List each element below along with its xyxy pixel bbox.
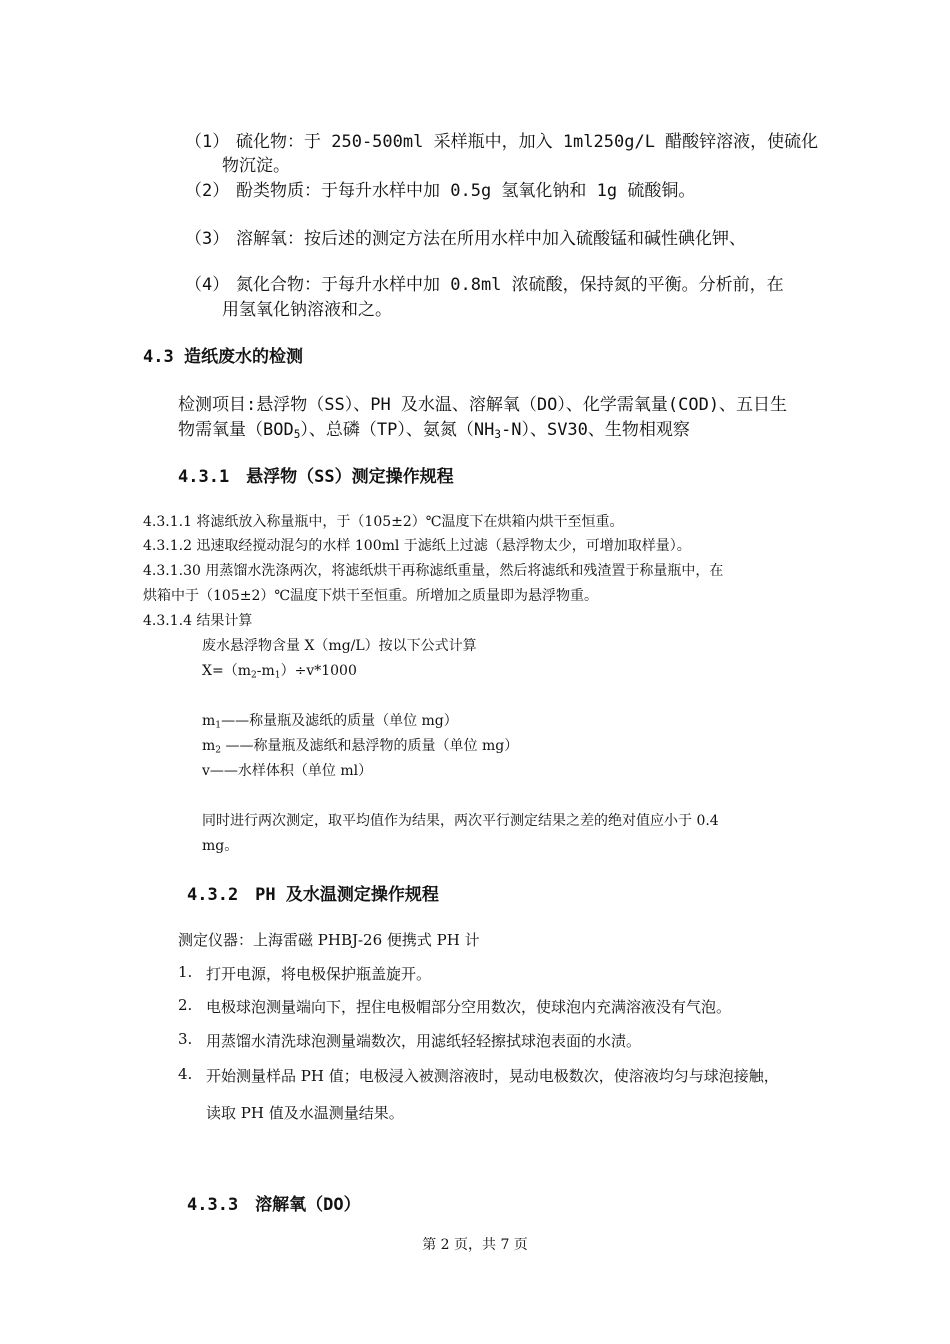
- list-text: 打开电源，将电极保护瓶盖旋开。: [206, 965, 432, 983]
- paragraph: 物需氧量$(BOD_5)$、总磷（TP）、氨氮$(NH_3-N)$、SV30、生物相观察: [178, 420, 690, 441]
- list-text: 读取 PH 值及水温测量结果。: [206, 1104, 404, 1122]
- subsection-heading: 4.3.1 悬浮物（SS）测定操作规程: [178, 467, 454, 487]
- paragraph: 检测项目:悬浮物（SS）、PH 及水温、溶解氧（DO）、化学需氧量(COD)、五日生: [178, 395, 788, 415]
- subsection-heading: 4.3.3 溶解氧（DO）: [187, 1195, 361, 1215]
- list-text: 酚类物质：于每升水样中加 0.5g 氢氧化钠和 1g 硫酸铜。: [236, 181, 696, 201]
- definition: $m_1——$称量瓶及滤纸的质量（单位 mg）: [202, 713, 458, 731]
- list-number: （1）: [185, 132, 230, 152]
- instrument-text: 测定仪器：上海雷磁 PHBJ-26 便携式 PH 计: [178, 931, 480, 949]
- note: mg。: [202, 838, 239, 854]
- formula: $X=(m_2-m_1)\div v*1000$: [202, 663, 357, 681]
- definition: $m_2$ ——称量瓶及滤纸和悬浮物的质量（单位 mg）: [202, 738, 519, 756]
- definition: v——水样体积（单位 ml）: [202, 763, 373, 779]
- list-text: 物沉淀。: [222, 156, 290, 176]
- list-text: 氮化合物：于每升水样中加 0.8ml 浓硫酸，保持氮的平衡。分析前，在: [236, 275, 784, 295]
- list-text: 溶解氧：按后述的测定方法在所用水样中加入硫酸锰和碱性碘化钾、: [236, 229, 746, 249]
- subsection-heading: 4.3.2 PH 及水温测定操作规程: [187, 885, 439, 905]
- list-number: （2）: [185, 181, 230, 201]
- list-text: 开始测量样品 PH 值；电极浸入被测溶液时，晃动电极数次，使溶液均匀与球泡接触，: [206, 1067, 779, 1085]
- note: 同时进行两次测定，取平均值作为结果，两次平行测定结果之差的绝对值应小于 0.4: [202, 813, 719, 829]
- list-number: （3）: [185, 229, 230, 249]
- step-text: 烘箱中于（105±2）℃温度下烘干至恒重。所增加之质量即为悬浮物重。: [143, 588, 599, 604]
- list-text: 电极球泡测量端向下，捏住电极帽部分空用数次，使球泡内充满溶液没有气泡。: [206, 998, 732, 1016]
- step-text: 4.3.1.1 将滤纸放入称量瓶中，于（105±2）℃温度下在烘箱内烘干至恒重。: [143, 514, 624, 530]
- list-number: 2.: [178, 996, 193, 1014]
- page-number: 第 2 页，共 7 页: [422, 1237, 528, 1253]
- step-text: 4.3.1.2 迅速取经搅动混匀的水样 100ml 于滤纸上过滤（悬浮物太少，可增加取样量）。: [143, 538, 691, 554]
- step-text: 4.3.1.30 用蒸馏水洗涤两次，将滤纸烘干再称滤纸重量，然后将滤纸和残渣置于称量瓶中，在: [143, 563, 724, 579]
- formula-intro: 废水悬浮物含量 X（mg/L）按以下公式计算: [202, 638, 477, 654]
- step-text: 4.3.1.4 结果计算: [143, 613, 253, 629]
- list-text: 硫化物：于 250-500ml 采样瓶中，加入 1ml250g/L 醋酸锌溶液，使硫化: [236, 132, 819, 152]
- list-number: 3.: [178, 1030, 193, 1048]
- list-text: 用蒸馏水清洗球泡测量端数次，用滤纸轻轻擦拭球泡表面的水渍。: [206, 1032, 642, 1050]
- section-heading: 4.3 造纸废水的检测: [143, 347, 303, 367]
- list-number: （4）: [185, 275, 230, 295]
- list-text: 用氢氧化钠溶液和之。: [222, 300, 392, 320]
- list-number: 4.: [178, 1065, 193, 1083]
- list-number: 1.: [178, 963, 193, 981]
